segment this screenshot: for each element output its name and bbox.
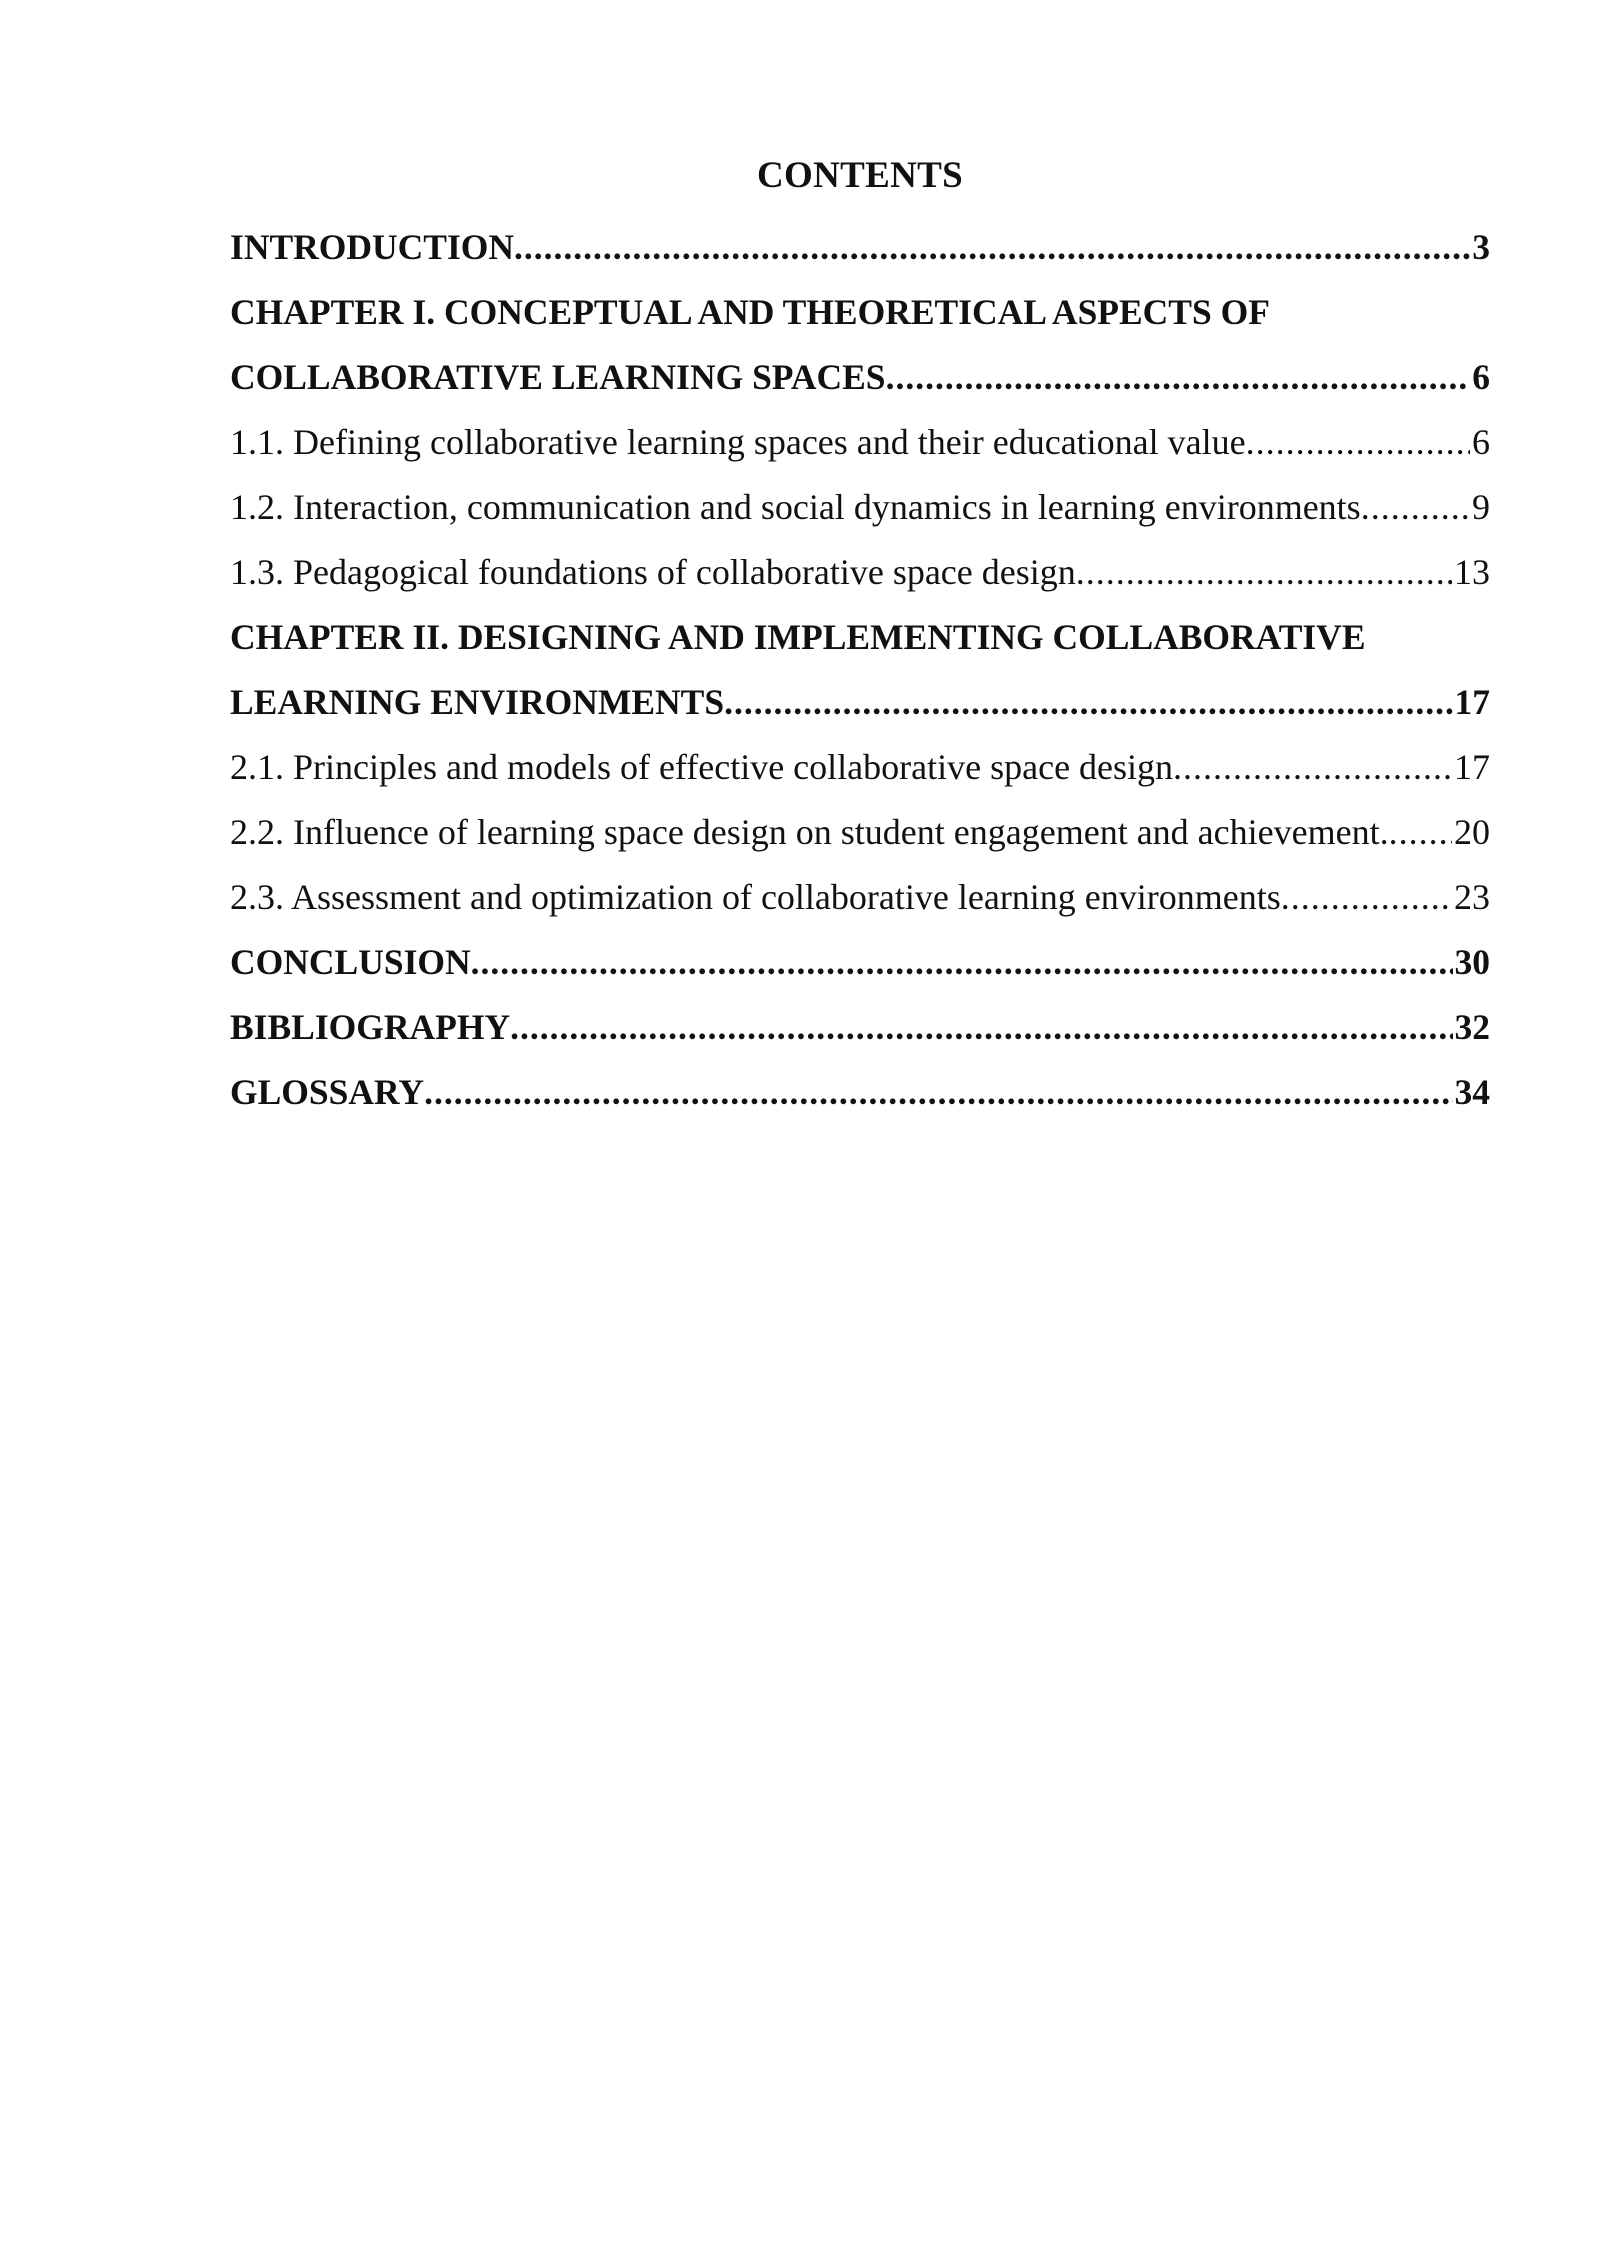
toc-entry[interactable]	[230, 345, 1490, 410]
toc-entry[interactable]	[230, 930, 1490, 995]
toc-entry-text: GLOSSARY	[230, 1072, 425, 1112]
toc-page-number: 6	[1472, 357, 1490, 397]
toc-entry-text: 1.2. Interaction, communication and social dynamics in learning environments	[230, 487, 1361, 527]
toc-page-number: 34	[1454, 1072, 1490, 1112]
toc-page-number: 32	[1454, 1007, 1490, 1047]
toc-dot-leader	[1076, 540, 1452, 605]
toc-entry[interactable]	[230, 995, 1490, 1060]
toc-entry-text: 1.3. Pedagogical foundations of collaborative space design	[230, 552, 1076, 592]
toc-entry[interactable]	[230, 215, 1490, 280]
toc-page-number: 30	[1454, 942, 1490, 982]
toc-dot-leader	[1173, 735, 1452, 800]
toc-entry[interactable]	[230, 670, 1490, 735]
toc-page-number: 3	[1472, 227, 1490, 267]
toc-entry-text: 2.1. Principles and models of effective collaborative space design	[230, 747, 1174, 787]
toc-entry-text: BIBLIOGRAPHY	[230, 1007, 511, 1047]
toc-dot-leader	[1281, 865, 1452, 930]
toc-dot-leader	[471, 930, 1453, 995]
toc-dot-leader	[1246, 410, 1470, 475]
toc-entry-text: CHAPTER II. DESIGNING AND IMPLEMENTING COLLABORATIVE	[230, 617, 1366, 657]
toc-entry-text: 2.3. Assessment and optimization of collaborative learning environments	[230, 877, 1281, 917]
toc-dot-leader	[424, 1060, 1452, 1125]
toc-entry[interactable]	[230, 540, 1490, 605]
toc-list	[230, 215, 1490, 1125]
toc-page-number: 20	[1454, 812, 1490, 852]
toc-page-number: 17	[1454, 747, 1490, 787]
toc-page-number: 23	[1454, 877, 1490, 917]
toc-entry-text: 2.2. Influence of learning space design on student engagement and achievement.	[230, 812, 1389, 852]
toc-entry-text: CHAPTER I. CONCEPTUAL AND THEORETICAL ASPECTS OF	[230, 292, 1270, 332]
toc-entry-text: COLLABORATIVE LEARNING SPACES	[230, 357, 886, 397]
toc-entry-text: CONCLUSION	[230, 942, 471, 982]
toc-dot-leader	[886, 345, 1471, 410]
toc-entry-text: INTRODUCTION	[230, 227, 515, 267]
toc-dot-leader	[1389, 800, 1452, 865]
toc-page-number: 13	[1454, 552, 1490, 592]
toc-dot-leader	[1361, 475, 1470, 540]
toc-entry[interactable]	[230, 1060, 1490, 1125]
toc-entry[interactable]	[230, 280, 1490, 345]
table-of-contents	[230, 150, 1490, 1125]
toc-dot-leader	[724, 670, 1452, 735]
toc-page-number: 17	[1454, 682, 1490, 722]
toc-entry[interactable]	[230, 800, 1490, 865]
toc-entry[interactable]	[230, 735, 1490, 800]
toc-entry[interactable]	[230, 865, 1490, 930]
toc-entry[interactable]	[230, 410, 1490, 475]
toc-entry[interactable]	[230, 605, 1490, 670]
toc-page-number: 6	[1472, 422, 1490, 462]
toc-entry[interactable]	[230, 475, 1490, 540]
contents-heading: CONTENTS	[757, 155, 963, 196]
toc-page-number: 9	[1472, 487, 1490, 527]
toc-dot-leader	[510, 995, 1452, 1060]
toc-dot-leader	[514, 215, 1470, 280]
toc-entry-text: 1.1. Defining collaborative learning spaces and their educational value	[230, 422, 1246, 462]
toc-entry-text: LEARNING ENVIRONMENTS	[230, 682, 725, 722]
